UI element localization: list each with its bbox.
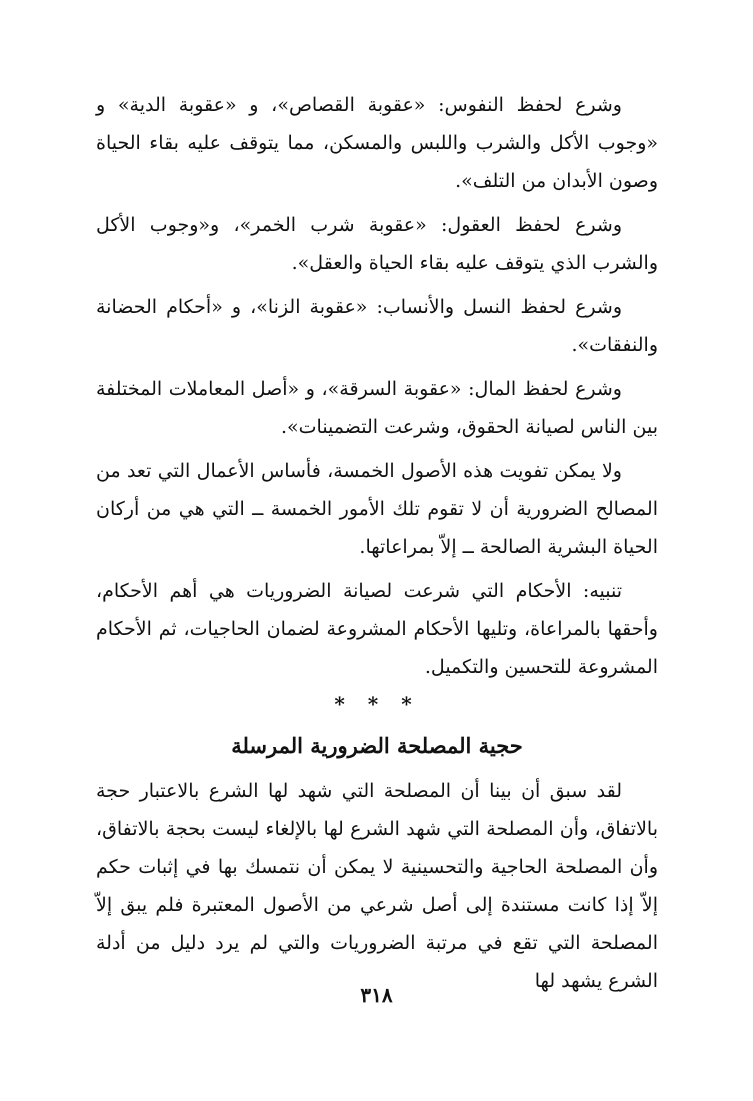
page-number: ٣١٨ (360, 983, 393, 1007)
paragraph-preserve-minds: وشرع لحفظ العقول: «عقوبة شرب الخمر»، و«وجوب الأكل والشرب الذي يتوقف عليه بقاء الحياة والعقل». (96, 214, 658, 274)
paragraph-preserve-lineage: وشرع لحفظ النسل والأنساب: «عقوبة الزنا»، و «أحكام الحضانة والنفقات». (96, 296, 658, 356)
page-body (96, 86, 658, 1000)
paragraph-preserve-wealth: وشرع لحفظ المال: «عقوبة السرقة»، و «أصل المعاملات المختلفة بين الناس لصيانة الحقوق، وشرعت التضمينات». (96, 378, 658, 438)
section-separator: * * * (334, 692, 420, 716)
paragraph-preserve-souls: وشرع لحفظ النفوس: «عقوبة القصاص»، و «عقوبة الدية» و «وجوب الأكل والشرب واللبس والمسكن، مما يتوقف عليه بقاء الحياة وصون الأبدان من التلف». (96, 94, 658, 192)
paragraph-section-intro: لقد سبق أن بينا أن المصلحة التي شهد لها الشرع بالاعتبار حجة بالاتفاق، وأن المصلحة التي شهد الشرع لها بالإلغاء ليست بحجة بالاتفاق، وأن المصلحة الحاجية والتحسينية لا يمكن أن نتمسك بها في إثبات حكم إلاّ إذا كانت مستندة إلى أصل شرعي من الأصول المعتبرة فلم يبق إلاّ المصلحة التي تقع في مرتبة الضروريات والتي لم يرد دليل من أدلة الشرع يشهد لها (96, 780, 658, 992)
paragraph-note: تنبيه: الأحكام التي شرعت لصيانة الضروريات هي أهم الأحكام، وأحقها بالمراعاة، وتليها الأحكام المشروعة لضمان الحاجيات، ثم الأحكام المشروعة للتحسين والتكميل. (96, 580, 658, 678)
paragraph-five-principles: ولا يمكن تفويت هذه الأصول الخمسة، فأساس الأعمال التي تعد من المصالح الضرورية أن لا تقوم تلك الأمور الخمسة ــ التي هي من أركان الحياة البشرية الصالحة ــ إلاّ بمراعاتها. (96, 460, 658, 558)
section-title: حجية المصلحة الضرورية المرسلة (231, 733, 523, 758)
